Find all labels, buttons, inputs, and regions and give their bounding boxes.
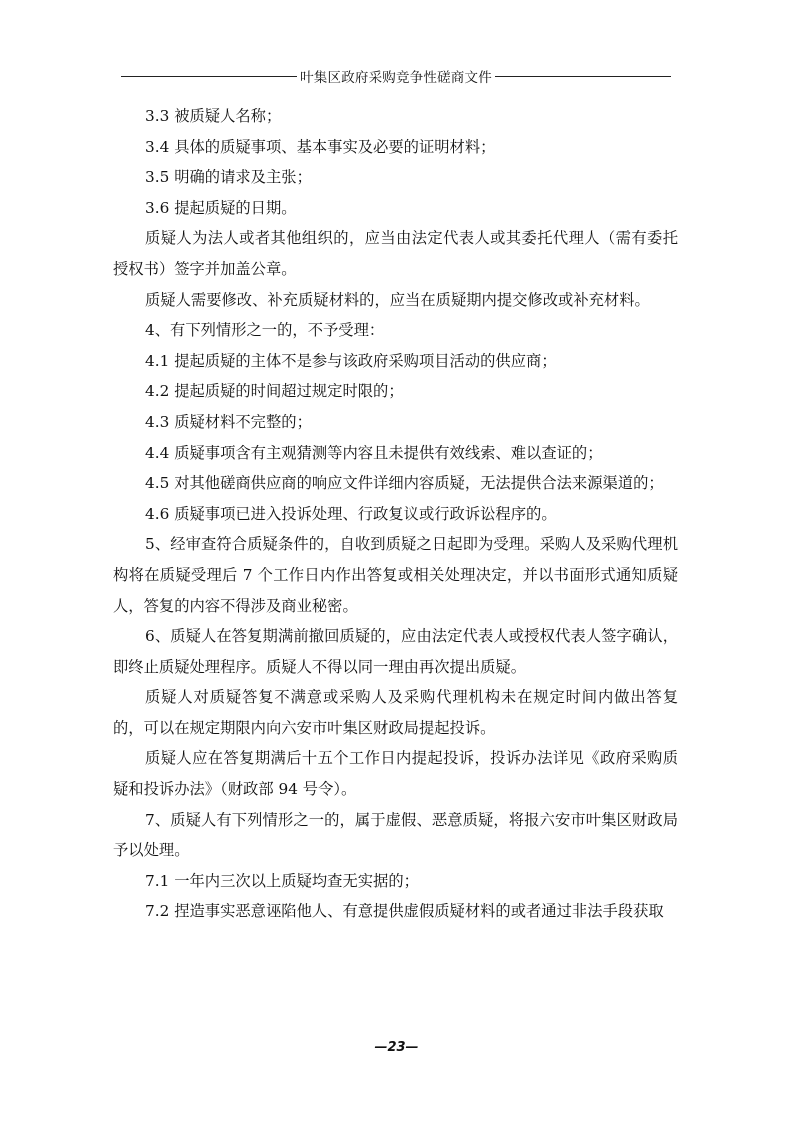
- paragraph: 6、质疑人在答复期满前撤回质疑的，应由法定代表人或授权代表人签字确认，即终止质疑处理程序。质疑人不得以同一理由再次提出质疑。: [113, 627, 678, 676]
- header-rule-left: [121, 76, 297, 77]
- paragraph: 3.6 提起质疑的日期。: [145, 198, 297, 217]
- page-number: —23—: [374, 1040, 419, 1055]
- paragraph: 4、有下列情形之一的，不予受理：: [145, 321, 385, 340]
- header-title: 叶集区政府采购竞争性磋商文件: [300, 70, 492, 86]
- page-header: [121, 68, 671, 84]
- paragraph: 质疑人需要修改、补充质疑材料的，应当在质疑期内提交修改或补充材料。: [145, 290, 650, 309]
- paragraph: 质疑人对质疑答复不满意或采购人及采购代理机构未在规定时间内做出答复的，可以在规定期限内向六安市叶集区财政局提起投诉。: [113, 688, 678, 737]
- header-rule-right: [495, 76, 671, 77]
- paragraph: 4.6 质疑事项已进入投诉处理、行政复议或行政诉讼程序的。: [145, 504, 557, 523]
- paragraph: 4.5 对其他磋商供应商的响应文件详细内容质疑，无法提供合法来源渠道的；: [145, 474, 664, 493]
- paragraph: 7.1 一年内三次以上质疑均查无实据的；: [145, 871, 419, 890]
- paragraph: 3.5 明确的请求及主张；: [145, 168, 312, 187]
- paragraph: 4.1 提起质疑的主体不是参与该政府采购项目活动的供应商；: [145, 351, 557, 370]
- paragraph: 质疑人应在答复期满后十五个工作日内提起投诉，投诉办法详见《政府采购质疑和投诉办法》（财政部 94 号令）。: [113, 749, 678, 799]
- paragraph: 7.2 捏造事实恶意诬陷他人、有意提供虚假质疑材料的或者通过非法手段获取: [145, 902, 664, 921]
- paragraph: 3.4 具体的质疑事项、基本事实及必要的证明材料；: [145, 137, 496, 156]
- paragraph: 4.4 质疑事项含有主观猜测等内容且未提供有效线索、难以查证的；: [145, 443, 603, 462]
- paragraph: 4.2 提起质疑的时间超过规定时限的；: [145, 382, 404, 401]
- paragraph: 4.3 质疑材料不完整的；: [145, 412, 312, 431]
- document-body: [113, 101, 678, 927]
- paragraph: 5、经审查符合质疑条件的，自收到质疑之日起即为受理。采购人及采购代理机构将在质疑受理后 7 个工作日内作出答复或相关处理决定，并以书面形式通知质疑人，答复的内容不得涉及商业秘密。: [113, 535, 678, 615]
- paragraph: 3.3 被质疑人名称；: [145, 107, 282, 125]
- paragraph: 7、质疑人有下列情形之一的，属于虚假、恶意质疑，将报六安市叶集区财政局予以处理。: [113, 810, 678, 860]
- paragraph: 质疑人为法人或者其他组织的，应当由法定代表人或其委托代理人（需有委托授权书）签字并加盖公章。: [113, 229, 678, 278]
